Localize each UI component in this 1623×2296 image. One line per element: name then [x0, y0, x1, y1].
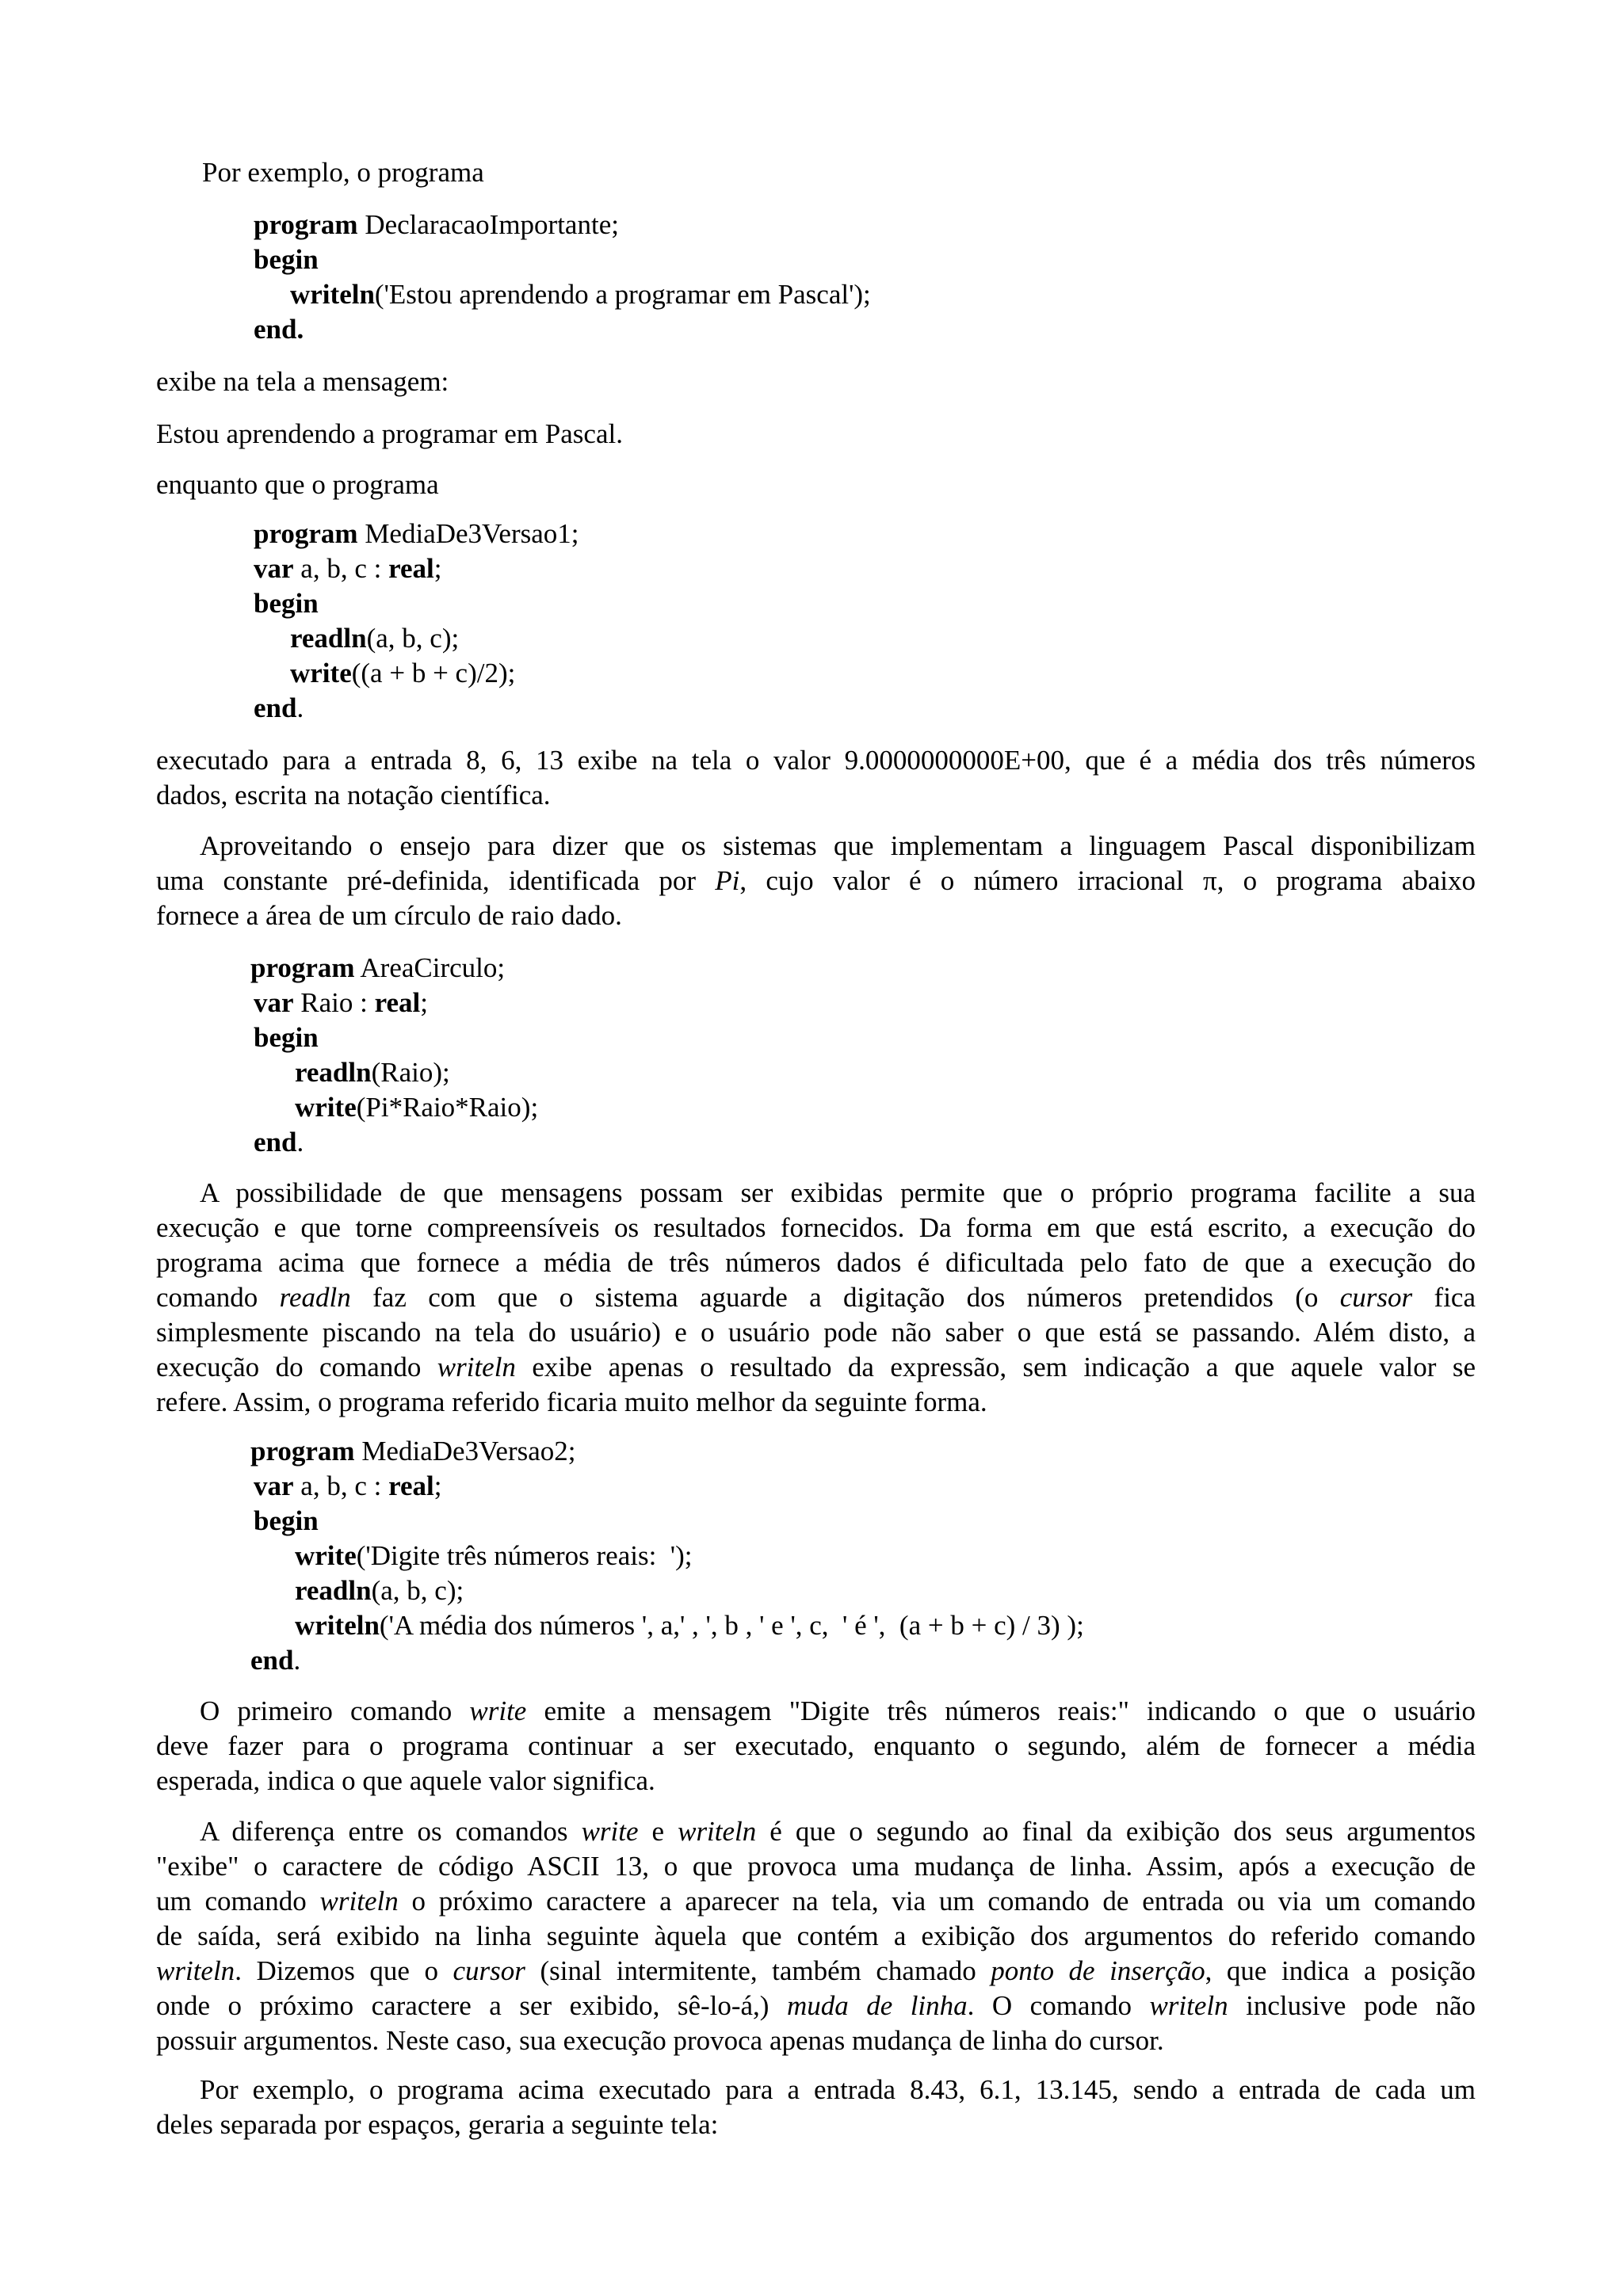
- code-line: writeln('A média dos números ', a,' , ', b , ' e ', c, ' é ', (a + b + c) / 3) );: [295, 1610, 1084, 1641]
- code-line: readln(Raio);: [295, 1057, 450, 1088]
- code-line: var Raio : real;: [254, 987, 429, 1018]
- code-line: readln(a, b, c);: [295, 1575, 464, 1606]
- paragraph-executado: executado para a entrada 8, 6, 13 exibe na tela o valor 9.0000000000E+00, que é a média dos três números dados, escrita na notação científica.: [156, 745, 1476, 810]
- code-line: var a, b, c : real;: [254, 553, 442, 584]
- code-line: var a, b, c : real;: [254, 1470, 442, 1501]
- code-block-declaracao: [254, 208, 871, 347]
- code-line: end.: [254, 314, 304, 345]
- code-line: program MediaDe3Versao1;: [254, 518, 579, 549]
- code-line: readln(a, b, c);: [290, 623, 460, 654]
- code-line: begin: [254, 244, 319, 275]
- code-block-media2: [250, 1434, 1084, 1678]
- code-block-area-circulo: [250, 951, 538, 1160]
- code-line: writeln('Estou aprendendo a programar em Pascal');: [290, 279, 871, 310]
- paragraph-message: Estou aprendendo a programar em Pascal.: [156, 418, 623, 449]
- paragraph-exibe: exibe na tela a mensagem:: [156, 366, 449, 397]
- code-line: begin: [254, 1022, 319, 1053]
- paragraph-primeiro: O primeiro comando write emite a mensagem "Digite três números reais:" indicando o que o usuário deve fazer para o programa continuar a ser executado, enquanto o segundo, além de fornecer a média esperada, indica o que aquele valor significa.: [156, 1695, 1476, 1796]
- code-line: write((a + b + c)/2);: [290, 658, 516, 688]
- code-line: end.: [254, 1127, 304, 1158]
- code-line: end.: [254, 692, 304, 723]
- paragraph-enquanto: enquanto que o programa: [156, 469, 439, 500]
- code-block-media1: [254, 517, 579, 726]
- code-line: end.: [250, 1645, 301, 1676]
- paragraph-por-exemplo: Por exemplo, o programa acima executado para a entrada 8.43, 6.1, 13.145, sendo a entrada de cada um deles separada por espaços, geraria a seguinte tela:: [156, 2074, 1476, 2140]
- code-line: program MediaDe3Versao2;: [250, 1436, 576, 1466]
- paragraph-possibilidade: A possibilidade de que mensagens possam ser exibidas permite que o próprio programa facilite a sua execução e que torne compreensíveis os resultados fornecidos. Da forma em que está escrito, a execução do programa acima que fornece a média de três números dados é dificultada pelo fato de que a execução do comando readln faz com que o sistema aguarde a digitação dos números pretendidos (o cursor fica simplesmente piscando na tela do usuário) e o usuário pode não saber o que está se passando. Além disto, a execução do comando writeln exibe apenas o resultado da expressão, sem indicação a que aquele valor se refere. Assim, o programa referido ficaria muito melhor da seguinte forma.: [156, 1177, 1476, 1417]
- paragraph-aproveitando: Aproveitando o ensejo para dizer que os sistemas que implementam a linguagem Pascal disponibilizam uma constante pré-definida, identificada por Pi, cujo valor é o número irracional π, o programa abaixo fornece a área de um círculo de raio dado.: [156, 830, 1476, 931]
- paragraph-diferenca: A diferença entre os comandos write e writeln é que o segundo ao final da exibição dos seus argumentos "exibe" o caractere de código ASCII 13, o que provoca uma mudança de linha. Assim, após a execução de um comando writeln o próximo caractere a aparecer na tela, via um comando de entrada ou via um comando de saída, será exibido na linha seguinte àquela que contém a exibição dos argumentos do referido comando writeln. Dizemos que o cursor (sinal intermitente, também chamado ponto de inserção, que indica a posição onde o próximo caractere a ser exibido, sê-lo-á,) muda de linha. O comando writeln inclusive pode não possuir argumentos. Neste caso, sua execução provoca apenas mudança de linha do cursor.: [156, 1816, 1476, 2056]
- code-line: program DeclaracaoImportante;: [254, 209, 619, 240]
- code-line: write(Pi*Raio*Raio);: [295, 1092, 539, 1123]
- code-line: write('Digite três números reais: ');: [295, 1540, 693, 1571]
- code-line: begin: [254, 1505, 319, 1536]
- code-line: begin: [254, 588, 319, 619]
- code-line: program AreaCirculo;: [250, 952, 506, 983]
- paragraph-intro: Por exemplo, o programa: [202, 157, 484, 188]
